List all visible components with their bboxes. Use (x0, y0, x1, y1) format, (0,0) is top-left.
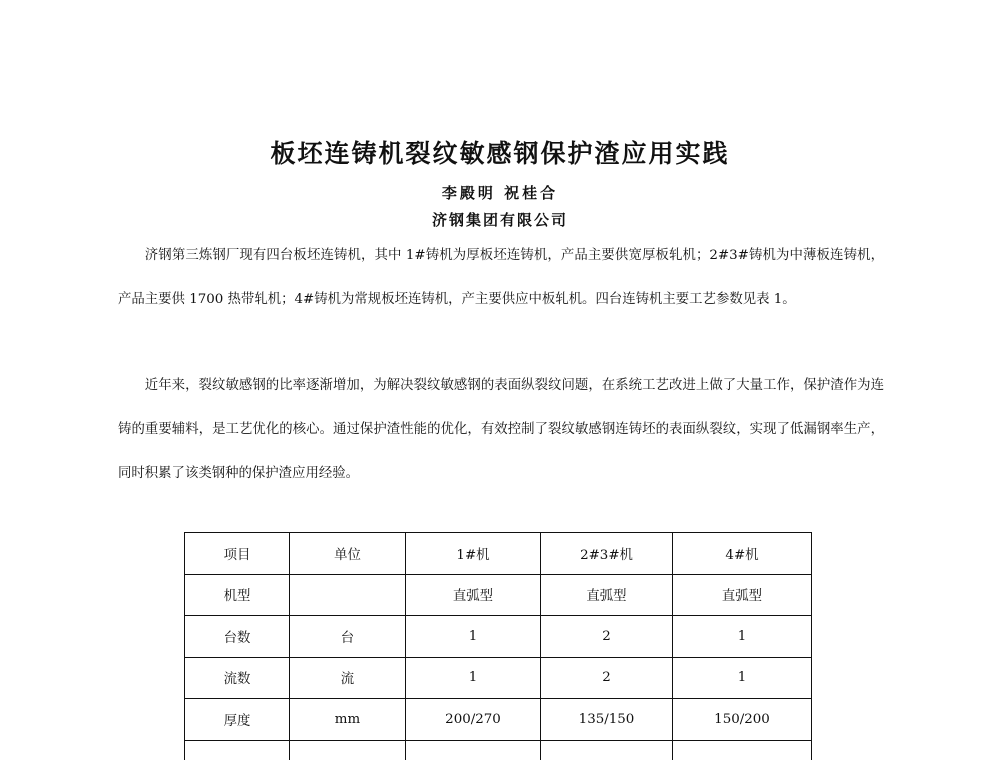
table-cell: 1 (406, 616, 541, 658)
caster-parameter-table (184, 532, 812, 760)
header-cell-item: 项目 (185, 533, 290, 575)
table-row (185, 657, 812, 699)
table-row (185, 740, 812, 760)
table-cell: 1 (673, 616, 812, 658)
table-cell: 200/270 (406, 699, 541, 741)
table-cell: 2 (541, 616, 673, 658)
table-cell: 直弧型 (673, 574, 812, 616)
table-cell: 台 (290, 616, 406, 658)
header-cell-unit: 单位 (290, 533, 406, 575)
author-affiliation: 济钢集团有限公司 (431, 211, 568, 229)
header-cell-caster-2-3: 2#3#机 (541, 533, 673, 575)
table-cell: 流 (290, 657, 406, 699)
table-cell: 直弧型 (406, 574, 541, 616)
table-cell: 流数 (185, 657, 290, 699)
table-cell: 1 (673, 657, 812, 699)
table-cell (541, 740, 673, 760)
table-cell: 直弧型 (541, 574, 673, 616)
header-cell-caster-4: 4#机 (673, 533, 812, 575)
table-cell: 135/150 (541, 699, 673, 741)
table-cell: 台数 (185, 616, 290, 658)
body-paragraph-2: 近年来，裂纹敏感钢的比率逐渐增加，为解决裂纹敏感钢的表面纵裂纹问题，在系统工艺改进上做了大量工作，保护渣作为连铸的重要辅料，是工艺优化的核心。通过保护渣性能的优化，有效控制了裂纹敏感钢连铸坯的表面纵裂纹，实现了低漏钢率生产，同时积累了该类钢种的保护渣应用经验。 (118, 378, 884, 481)
table-row (185, 699, 812, 741)
header-cell-caster-1: 1#机 (406, 533, 541, 575)
table-cell: 1 (406, 657, 541, 699)
table-cell: 2 (541, 657, 673, 699)
parameter-table-container (184, 532, 812, 760)
table-row (185, 574, 812, 616)
table-cell: 150/200 (673, 699, 812, 741)
table-header-row (185, 533, 812, 575)
table-cell (406, 740, 541, 760)
table-cell (290, 574, 406, 616)
table-cell (673, 740, 812, 760)
paper-title: 板坯连铸机裂纹敏感钢保护渣应用实践 (270, 139, 730, 168)
table-row (185, 616, 812, 658)
table-cell: mm (290, 699, 406, 741)
author-names: 李殿明 祝桂合 (441, 184, 559, 202)
table-cell (290, 740, 406, 760)
table-cell: 厚度 (185, 699, 290, 741)
table-cell: 机型 (185, 574, 290, 616)
table-cell (185, 740, 290, 760)
body-paragraph-1: 济钢第三炼钢厂现有四台板坯连铸机，其中 1#铸机为厚板坯连铸机，产品主要供宽厚板轧机；2#3#铸机为中薄板连铸机，产品主要供 1700 热带轧机；4#铸机为常规板坯连铸机，产主要供应中板轧机。四台连铸机主要工艺参数见表 1。 (118, 248, 884, 307)
